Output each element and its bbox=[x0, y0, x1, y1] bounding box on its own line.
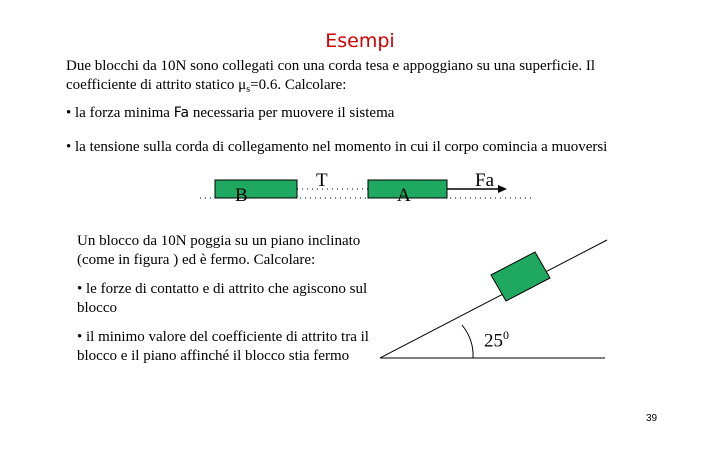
angle-degree-sup: 0 bbox=[503, 328, 509, 342]
bullet1-text-a: • la forza minima bbox=[66, 105, 174, 121]
angle-value: 25 bbox=[484, 330, 503, 352]
bullet1-text-b: necessaria per muovere il sistema bbox=[189, 105, 395, 121]
mu-symbol: μ bbox=[238, 77, 247, 93]
page-number: 39 bbox=[646, 413, 658, 424]
angle-arc bbox=[462, 325, 473, 358]
bullet1-fa-symbol: Fa bbox=[173, 105, 190, 121]
exercise1-bullet-2: • la tensione sulla corda di collegamento nel momento in cui il corpo comincia a muoversi bbox=[66, 139, 608, 155]
label-force-fa: Fa bbox=[475, 170, 494, 191]
exercise1-intro-text-a: Due blocchi da 10N sono collegati con una corda tesa e appoggiano su una superficie. Il coefficiente di attrito statico bbox=[66, 58, 595, 93]
block-b bbox=[215, 180, 297, 198]
label-block-b: B bbox=[235, 185, 248, 206]
exercise2-intro: Un blocco da 10N poggia su un piano inclinato (come in figura ) ed è fermo. Calcolare: bbox=[77, 233, 361, 268]
exercise1-intro-text-b: =0.6. Calcolare: bbox=[250, 77, 347, 93]
force-fa-arrow-icon bbox=[498, 185, 507, 193]
angle-label bbox=[484, 328, 509, 352]
incline-block bbox=[491, 252, 550, 301]
label-block-a: A bbox=[397, 185, 411, 206]
label-tension-t: T bbox=[316, 170, 328, 191]
mu-subscript: s bbox=[246, 84, 251, 95]
exercise2-bullet-2: • il minimo valore del coefficiente di attrito tra il blocco e il piano affinché il blocco stia fermo bbox=[77, 329, 369, 364]
exercise2-bullet-1: • le forze di contatto e di attrito che agiscono sul blocco bbox=[77, 281, 368, 316]
slide-title: Esempi bbox=[325, 30, 395, 52]
